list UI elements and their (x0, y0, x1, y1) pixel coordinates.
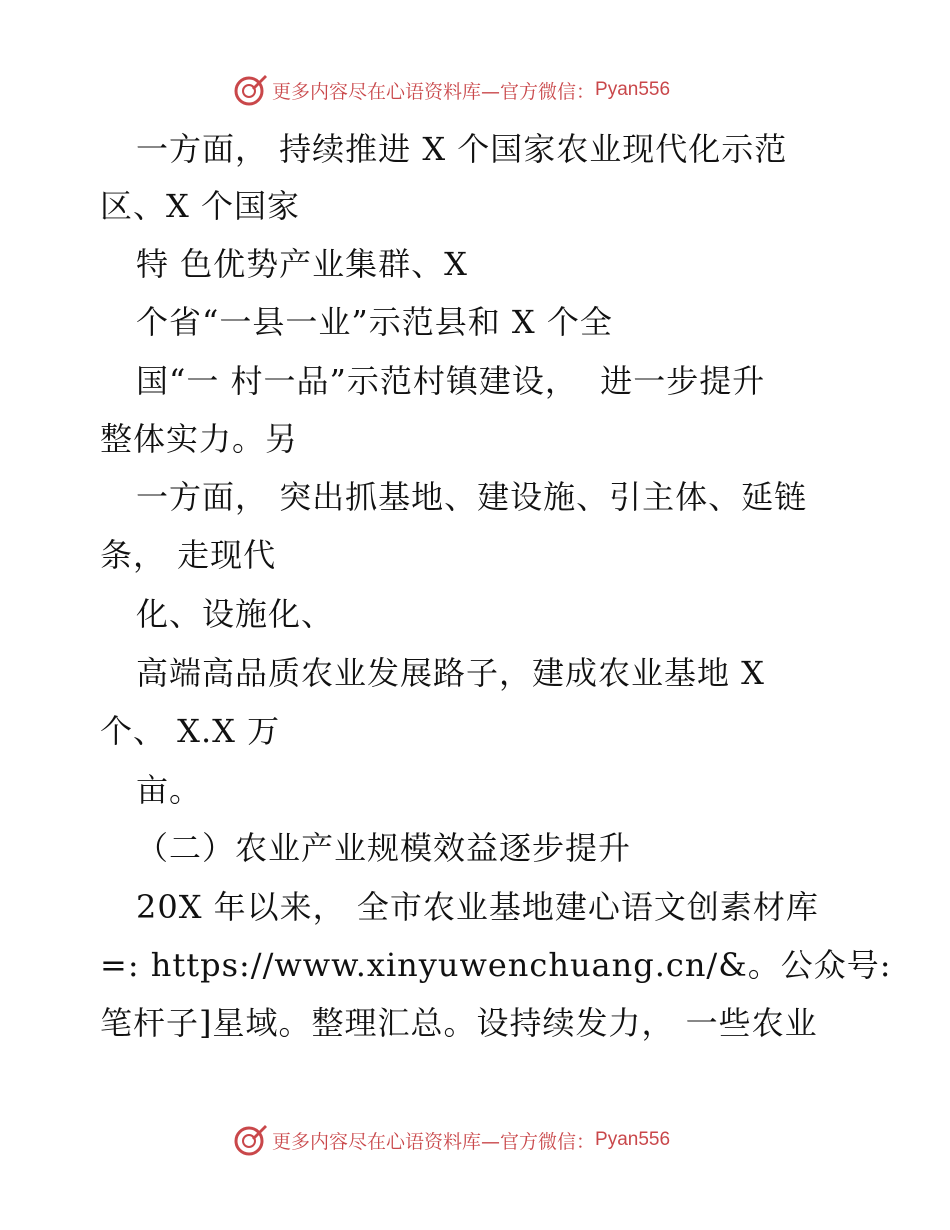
section-heading: （二）农业产业规模效益逐步提升 (136, 829, 632, 867)
body-line-7: 一方面， 突出抓基地、建设施、引主体、延链 (136, 478, 808, 516)
header-banner (232, 70, 752, 110)
body-line-5: 国“一 村一品”示范村镇建设， 进一步提升 (136, 362, 766, 400)
body-line-10: 高端高品质农业发展路子，建成农业基地 X (136, 654, 765, 692)
footer-banner (232, 1120, 752, 1160)
brand-logo-icon (232, 72, 268, 108)
body-line-4: 个省“一县一业”示范县和 X 个全 (136, 303, 613, 341)
brand-logo-icon (232, 1122, 268, 1158)
body-line-12: 亩。 (136, 771, 203, 809)
body-line-6: 整体实力。另 (100, 420, 299, 458)
header-banner-text: 更多内容尽在心语资料库—官方微信： (272, 80, 596, 103)
body-line-3: 特 色优势产业集群、X (136, 245, 468, 283)
body-line-1: 一方面， 持续推进 X 个国家农业现代化示范 (136, 130, 788, 168)
footer-banner-wechat-id: Pyan556 (595, 1129, 671, 1150)
body-line-14: 20X 年以来， 全市农业基地建心语文创素材库 (136, 888, 819, 926)
body-line-8: 条， 走现代 (100, 536, 277, 574)
body-line-16: 笔杆子]星域。整理汇总。设持续发力， 一些农业 (100, 1004, 818, 1042)
body-line-15: =: https://www.xinyuwenchuang.cn/&。公众号: (100, 946, 892, 984)
footer-banner-text: 更多内容尽在心语资料库—官方微信： (272, 1130, 596, 1153)
body-line-11: 个、 X.X 万 (100, 712, 281, 750)
header-banner-wechat-id: Pyan556 (595, 79, 671, 100)
body-line-2: 区、X 个国家 (100, 187, 300, 225)
body-line-9: 化、设施化、 (136, 595, 335, 633)
